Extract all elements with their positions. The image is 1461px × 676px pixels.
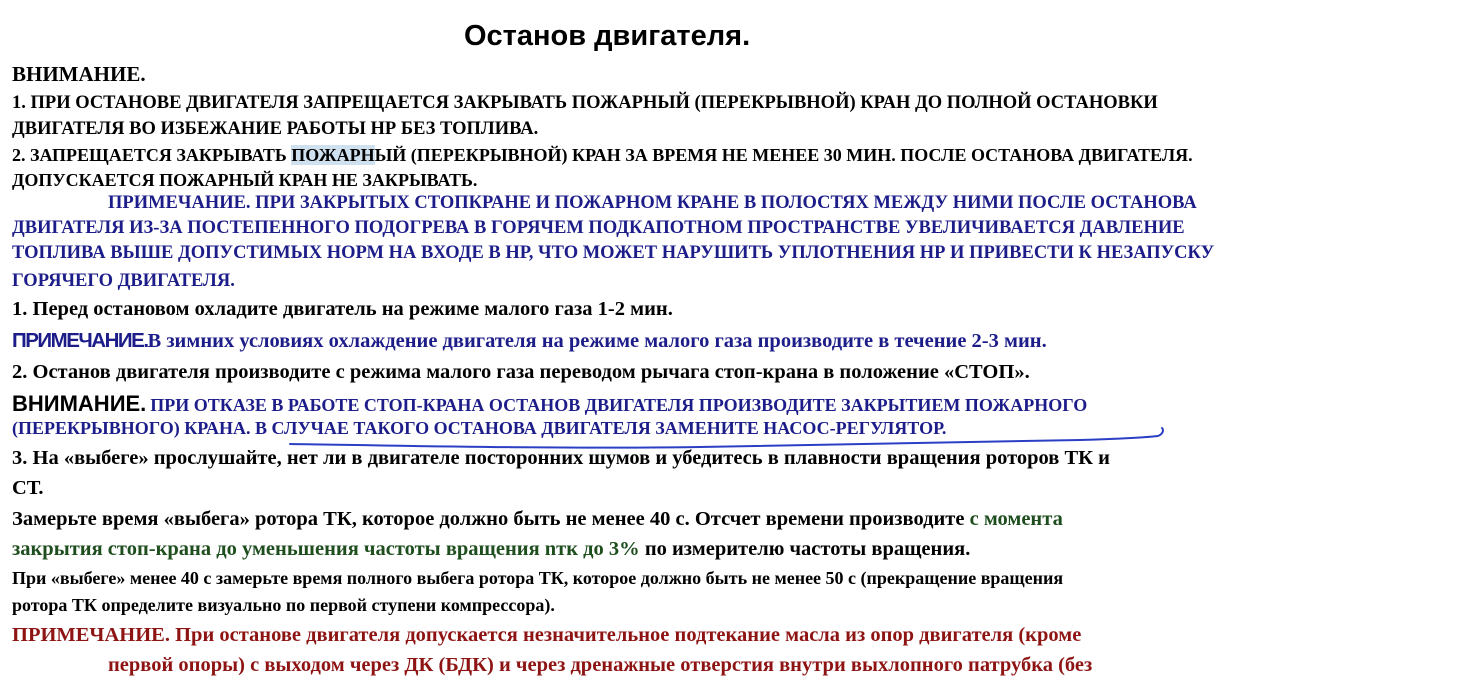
warning-2-text-pre: 2. ЗАПРЕЩАЕТСЯ ЗАКРЫВАТЬ (12, 145, 292, 165)
step-2-attention-line-2: (ПЕРЕКРЫВНОГО) КРАНА. В СЛУЧАЕ ТАКОГО ОСТАНОВА ДВИГАТЕЛЯ ЗАМЕНИТЕ НАСОС-РЕГУЛЯТОР. (12, 418, 947, 438)
measure-line-1 (12, 508, 1063, 532)
step-2: 2. Останов двигателя производите с режима малого газа переводом рычага стоп-крана в положение «СТОП». (12, 361, 1030, 383)
measure-text-black-2: по измерителю частоты вращения. (639, 538, 971, 560)
step-2-attention-label: ВНИМАНИЕ. (12, 391, 147, 416)
runout-line-1: При «выбеге» менее 40 с замерьте время полного выбега ротора ТК, которое должно быть не менее 50 с (прекращение вращения (12, 568, 1064, 588)
step-1-note-text: В зимних условиях охлаждение двигателя на режиме малого газа производите в течение 2-3 мин. (147, 330, 1047, 352)
warning-1-line-1: 1. ПРИ ОСТАНОВЕ ДВИГАТЕЛЯ ЗАПРЕЩАЕТСЯ ЗАКРЫВАТЬ ПОЖАРНЫЙ (ПЕРЕКРЫВНОЙ) КРАН ДО ПОЛНОЙ ОСТАНОВКИ (12, 93, 1158, 113)
note-caps-line-2: ДВИГАТЕЛЯ ИЗ-ЗА ПОСТЕПЕННОГО ПОДОГРЕВА В ГОРЯЧЕМ ПОДКАПОТНОМ ПРОСТРАНСТВЕ УВЕЛИЧИВАЕТСЯ ДАВЛЕНИЕ (12, 218, 1185, 238)
step-2-attention-line-1 (12, 391, 1087, 416)
measure-text-green: с момента (969, 508, 1063, 530)
note-caps-line-4: ГОРЯЧЕГО ДВИГАТЕЛЯ. (12, 271, 235, 291)
step-3-line-1: 3. На «выбеге» прослушайте, нет ли в двигателе посторонних шумов и убедитесь в плавности вращения роторов ТК и (12, 447, 1110, 469)
text-selection-highlight[interactable]: ПОЖАРН (291, 145, 375, 165)
measure-line-2 (12, 538, 970, 562)
step-1: 1. Перед остановом охладите двигатель на режиме малого газа 1-2 мин. (12, 298, 673, 320)
note-caps-line-3: ТОПЛИВА ВЫШЕ ДОПУСТИМЫХ НОРМ НА ВХОДЕ В НР, ЧТО МОЖЕТ НАРУШИТЬ УПЛОТНЕНИЯ НР И ПРИВЕСТИ К НЕЗАПУСКУ (12, 243, 1215, 263)
measure-text-black: Замерьте время «выбега» ротора ТК, которое должно быть не менее 40 с. Отсчет времени производите (12, 508, 970, 530)
warning-2-line-2: ДОПУСКАЕТСЯ ПОЖАРНЫЙ КРАН НЕ ЗАКРЫВАТЬ. (12, 170, 478, 190)
warning-2-line-1 (12, 145, 1193, 166)
step-3-line-2: СТ. (12, 477, 44, 499)
step-1-note-label: ПРИМЕЧАНИЕ. (12, 329, 148, 352)
final-note-line-2: первой опоры) с выходом через ДК (БДК) и через дренажные отверстия внутри выхлопного патрубка (без (108, 654, 1093, 676)
warning-1-line-2: ДВИГАТЕЛЯ ВО ИЗБЕЖАНИЕ РАБОТЫ НР БЕЗ ТОПЛИВА. (12, 119, 539, 139)
attention-heading: ВНИМАНИЕ. (12, 62, 146, 86)
note-caps-line-1: ПРИМЕЧАНИЕ. ПРИ ЗАКРЫТЫХ СТОПКРАНЕ И ПОЖАРНОМ КРАНЕ В ПОЛОСТЯХ МЕЖДУ НИМИ ПОСЛЕ ОСТАНОВА (108, 193, 1197, 213)
warning-2-text-post: ЫЙ (ПЕРЕКРЫВНОЙ) КРАН ЗА ВРЕМЯ НЕ МЕНЕЕ 30 МИН. ПОСЛЕ ОСТАНОВА ДВИГАТЕЛЯ. (374, 145, 1193, 165)
final-note-line-1: ПРИМЕЧАНИЕ. При останове двигателя допускается незначительное подтекание масла из опор двигателя (кроме (12, 624, 1082, 646)
step-1-note (12, 329, 1047, 354)
page-title: Останов двигателя. (464, 20, 751, 52)
step-2-attention-text: ПРИ ОТКАЗЕ В РАБОТЕ СТОП-КРАНА ОСТАНОВ ДВИГАТЕЛЯ ПРОИЗВОДИТЕ ЗАКРЫТИЕМ ПОЖАРНОГО (150, 395, 1088, 415)
measure-text-green-2: закрытия стоп-крана до уменьшения частоты вращения nтк до 3% (12, 538, 640, 560)
runout-line-2: ротора ТК определите визуально по первой ступени компрессора). (12, 595, 555, 615)
